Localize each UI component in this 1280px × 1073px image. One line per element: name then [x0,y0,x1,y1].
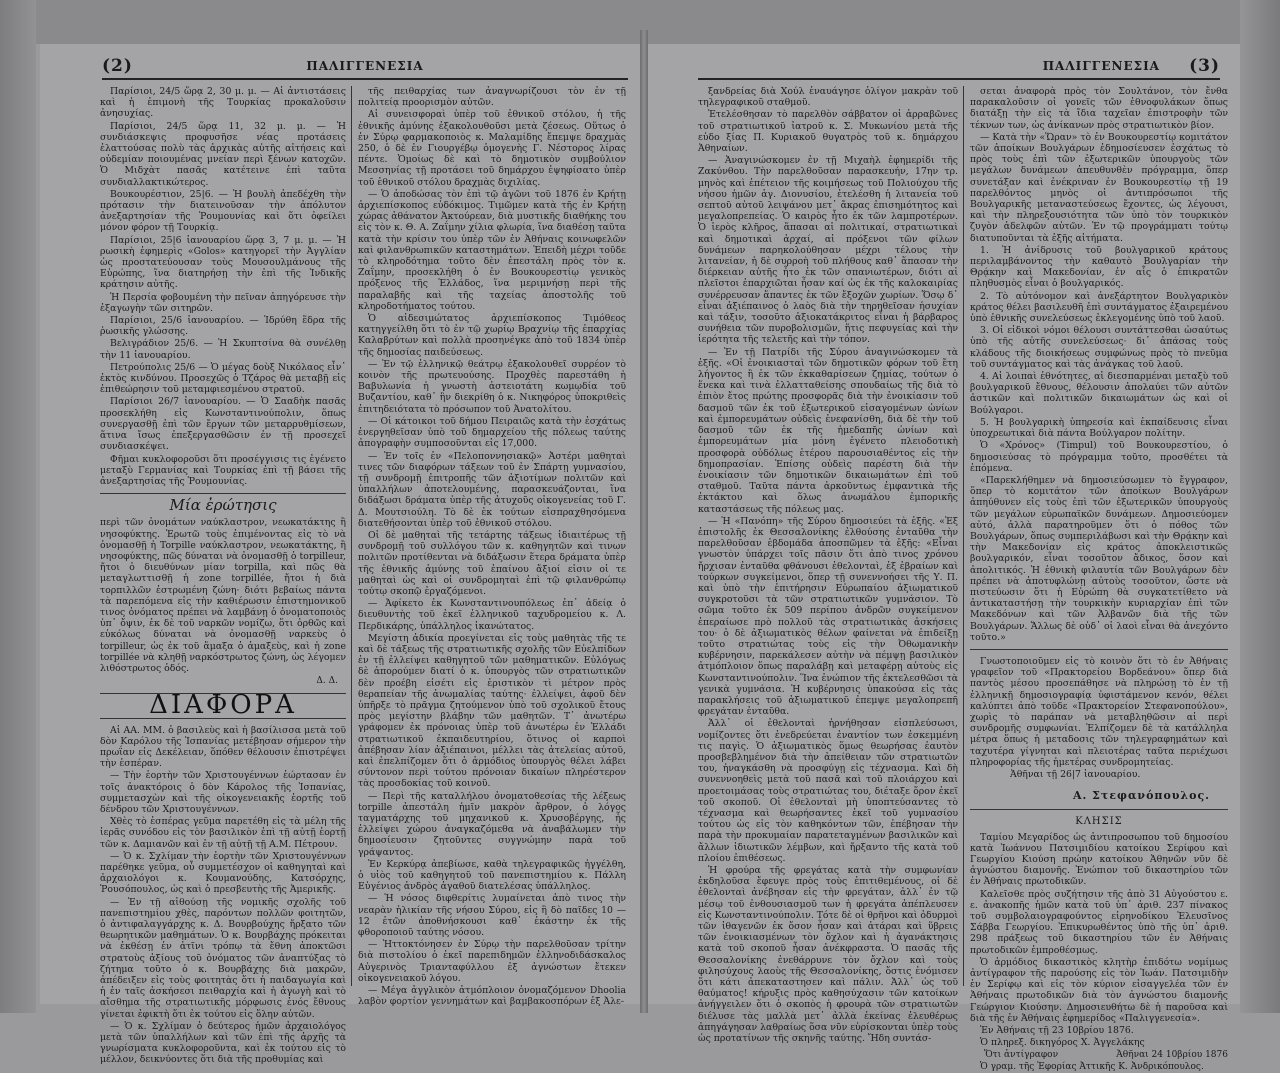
news-paragraph: — Κατὰ τὴν «Ὥραν» τὸ ἐν Βουκουρεστίῳ κομιτάτον τῶν ἀποίκων Βουλγάρων ἐδημοσίευσεν ἐσχάτως τὸ πρὸς τοὺς ἐπὶ τῶν ἐξωτερικῶν ὑπουργοὺς τῶν μεγάλων δυνάμεων ἀπευθυνθὲν πρόγραμμα, ὅπερ συνετάξαν καὶ ἐνέκριναν ἐν Βουκουρεστίῳ τῇ 19 παρελθόντος μηνὸς οἱ ἀντιπρόσωποι τῆς Βουλγαρικῆς μεταναστεύσεως ἔχοντες, ὡς λέγουσι, καὶ τὴν πληρεξουσιότητα τῶν ὑπὸ τὸν τουρκικὸν ζυγὸν ἀδελφῶν αὐτῶν. Ἐν τῷ προγράμματι τούτῳ διατυποῦνται τὰ ἑξῆς αἰτήματα. [970,131,1228,244]
column-rule [351,86,352,986]
news-paragraph: 3. Οἱ εἰδικοὶ νόμοι θέλουσι συντάττεσθαι ὡσαύτως ὑπὸ τῆς αὐτῆς συνελεύσεως· δι᾽ ἀπάσας τοὺς κλάδους τῆς διοικήσεως συμφώνως πρὸς τὸ πνεῦμα τοῦ συντάγματος καὶ τὰς ἀνάγκας τοῦ λαοῦ. [970,325,1228,370]
news-paragraph: — Ὁ ἀποδώσας τὸν ἐπὶ τῷ ἀγῶνι τοῦ 1876 ἐν Κρήτῃ ἀρχιεπίσκοπος εὐδόκιμος. Τιμῶμεν κατὰ τῆς ἐν Κρήτῃ χώρας ἀθάνατον Ἀκτούρεαν, διὰ μυστικῆς διαθήκης του εἰς τὸν κ. Θ. Α. Ζαΐμην χίλια φλωρία, ἵνα διαθέσῃ ταῦτα κατὰ τὴν κρίσιν του ὑπὲρ τῶν ἐν Ἀθήναις κοινωφελῶν καὶ φιλανθρωπικῶν καταστημάτων. Ἐπειδὴ μέχρι τοῦδε τὸ κληροδότημα τοῦτο δὲν ἐπεστάλη πρὸς τὸν κ. Ζαΐμην, προσεκλήθη ὁ ἐν Βουκουρεστίῳ γενικὸς πρόξενος τῆς Ἑλλάδος, ἵνα μεριμνήσῃ περὶ τῆς παραλαβῆς καὶ τῆς ταχείας ἀποστολῆς τοῦ κληροδοτήματος τούτου. [358,188,626,312]
notice-dateline: Ἀθῆναι τῇ 26|7 ἰανουαρίου. [1010,768,1141,780]
divider [100,493,346,494]
section-title-miscellany: ΔΙΑΦΟΡΑ [149,690,297,721]
news-paragraph: — Ἐν τῇ Πατρίδι τῆς Σύρου ἀναγινώσκομεν τὰ ἑξῆς. «Οἱ ἐνοικιασταὶ τῶν δημοτικῶν φόρων τοῦ ἔτη λήγοντος ἢ ἐκ τῶν ἐκκαθαρίσεων ζημίας, τούτων ὁ ἕνεκα καὶ τινὰ ἐλλατταθείσης σπουδαίως τῆς διὰ τὸ ἐπιὸν ἔτος πρώτης προσφορᾶς διὰ τὴν ἐνοικίασιν τοῦ δασμοῦ τῶν ἐκ τοῦ ἐξωτερικοῦ εἰσαγομένων ὠνίων καὶ ἐμπορευμάτων οὐδεὶς ἐνεφανίσθη, διὰ δὲ τὴν τοῦ δασμοῦ τῶν ἐκ τῆς ἡμεδαπῆς ὠνίων καὶ ἐμπορευμάτων μία μόνη ἐγένετο πλειοδοτικὴ προσφορὰ οὐδόλως ἑτέρου παρουσιαθέντος εἰς τὴν δημοπρασίαν. Ἐπίσης οὐδεὶς παρέστη διὰ τὴν ἐνοικίασιν τῶν δημοτικῶν δικαιωμάτων ἐπὶ τοῦ σταθμοῦ. Ταῦτα πάντα ἀρκοῦντως ἐμφαντικὰ τῆς ἐκτάκτου καὶ ὅλως ἀνωμάλου ἐμπορικῆς καταστάσεως τῆς πόλεως μας. [698,346,958,515]
news-paragraph: — Ἐν τῷ ἑλληνικῷ θεάτρῳ ἐξακολουθεῖ συρρέον τὸ κοινὸν τῆς πρωτευούσης. Προχθὲς παρεστάθη ἡ Βαβυλωνία ἡ γνωστὴ ἀστειοτάτη κωμῳδία τοῦ Βυζαντίου, καθ᾽ ἣν διεκρίθη ὁ κ. Νικηφόρος ὑποκριθεὶς ἐπιτηδειότατα τὸ πρόσωπον τοῦ Ἀνατολίτου. [358,358,626,415]
newspaper-page-right [648,44,1240,1072]
news-paragraph: — Ἡ νόσος διφθερίτις λυμαίνεται ἀπὸ τινος τὴν νεαρὰν ἡλικίαν τῆς νήσου Σύρου, εἰς ἣ δὸ παῖδες 10 — 12 ἐτῶν ἀποθνήσκουσι καθ᾽ ἑκάστην ἐκ τῆς φθοροποιοῦ ταύτης νόσου. [358,893,626,939]
news-paragraph: Παρίσιοι, 25|6 ἰανουαρίου ὥρᾳ 3, 7 μ. μ. — Ἡ ρωσικὴ ἐφημερὶς «Golos» κατηγορεῖ τὴν Ἀγγλίαν ὡς προστατεύουσαν τοὺς Μουσουλμάνους τῆς Εὐρώπης, ἵνα διατηρήσῃ τὴν ἐπὶ τῆς Ἰνδικῆς κράτησιν αὐτῆς. [100,234,346,291]
divider [970,649,1228,650]
news-paragraph: — Τὴν ἑορτὴν τῶν Χριστουγέννων ἑώρτασαν ἐν τοῖς ἀνακτόροις ὁ δὸν Κάρολος τῆς Ἰσπανίας, συμμετασχὼν καὶ τῆς οἰκογενειακῆς ἑορτῆς τοῦ δένδρου τῶν Χριστουγέννων. [100,770,346,815]
news-paragraph: Αἱ συνεισφοραὶ ὑπὲρ τοῦ ἐθνικοῦ στόλου, ἡ τῆς ἐθνικῆς ἀμύνης ἐξακολουθοῦσι μετὰ ζέσεως. Οὕτως ὁ ἐν Σύρῳ φαρμακοποιὸς κ. Μαλαμίδης ἔπεμψε δραχμὰς 250, ὁ δὲ ἐν Γιουργέβῳ ὁμογενὴς Γ. Νέστορος λίρας πέντε. Ὁμοίως δὲ καὶ τὸ δημοτικὸν συμβούλιον Μεσσηνίας τῇ προτάσει τοῦ δημάρχου ἐψηφίσατο ὑπὲρ τοῦ ἐθνικοῦ στόλου δραχμὰς διχιλίας. [358,109,626,188]
summons-footer-right: Ἀθῆναι 24 10βρίου 1876 [1116,1050,1228,1061]
news-paragraph: Παρίσιοι, 24/5 ὥρᾳ 11, 32 μ. μ. — Ἡ συνδιάσκεψις προφυσῆσε νέας προτάσεις ἐλαττούσας πολὺ τὰς ἀρχικὰς αὐτῆς αἰτήσεις καὶ οὐδεμίαν ποιουμένας μνείαν περὶ ξένων κατοχῶν. Ὁ Μιδχὰτ πασᾶς κατέτεινε ἐπὶ ταῦτα συνδιαλλακτικώτερος. [100,120,346,188]
summons-paragraph: Ὁ πληρεξ. δικηγόρος Χ. Ἀγγελάκης [980,1037,1145,1049]
news-paragraph: Παρίσιοι, 25/6 ἰανουαρίου. — Ἱδρύθη ἕδρα τῆς ῥωσικῆς γλώσσης. [100,315,346,338]
divider [970,809,1228,810]
news-paragraph: Παρίσιοι, 24/5 ὥρᾳ 2, 30 μ. μ. — Αἱ ἀντιστάσεις καὶ ἡ ἐπιμονὴ τῆς Τουρκίας προκαλοῦσιν ἀνησυχίας. [100,86,346,120]
article-signature: Δ. Δ. [316,676,338,687]
summons-paragraph: Καλεῖσθε πρὸς συζήτησιν τῆς ἀπὸ 31 Αὐγούστου ε. ε. ἀνακοπῆς ἡμῶν κατὰ τοῦ ὑπ᾽ ἀριθ. 237 πίνακος τοῦ συμβολαιογραφούντος εἰρηνοδίκου Ἐλευσῖνος Σάββα Γεωργίου. Ἐπικυρωθέντος ὑπὸ τῆς ὑπ᾽ ἀριθ. 298 πράξεως τοῦ δικαστηρίου τῶν ἐν Ἀθήναις πρωτοδικῶν ἐμπροθέσμως. [970,888,1228,956]
news-paragraph: Ἡ φρούρα τῆς φρεγάτας κατὰ τὴν συμφωνίαν ἐκδηλοῦσα ἔφευγε πρὸς τοὺς ἐπιτιθεμένους, οἱ δὲ ἐθελονταὶ ἀνέβησαν εἰς τὴν φρεγάταν, ἀλλ᾽ ἐν τῷ μέσῳ τοῦ ἐνθουσιασμοῦ των ἡ φρεγάτα ἀπέπλευσεν εἰς Κωνσταντινούπολιν. Τότε δὲ οἱ θρῆνοι καὶ ὀδυρμοὶ τῶν ἰθαγενῶν ἐκ ὅσον ἦσαν καὶ ἀτάραι καὶ ὕβρεις τῶν ἐνοικιασμένων τὸν ὄχλον καὶ ἡ ἀγανάκτησις κατὰ τοῦ σκοποῦ ἦσαν ἀνέκφραστα. Ὁ πασᾶς τῆς Θεσσαλονίκης ἐνεθάρρυνε τὸν ὄχλον καὶ τοὺς φιλησύχους λαοὺς τῆς Θεσσαλονίκης, ὅστις ἐνόμισεν ὅτι κάτι ἀπεκαταστησεν καὶ πάλιν. Ἀλλ᾽ ὡς τοῦ θαύματος! κήρυξις πρὸς καθησύχασιν τῶν κατοίκων ἀνήγγειλεν ὅτι ὁ σκοπὸς ἡ φρουρὰ τῶν στρατιωτῶν διέλυσε τὰς μαλλὰ μετ᾽ ἀλλὰ ἐκείνας ἐλευθέρως ἀπηγάγησαν λαθραίως ὅσα νῦν εὑρίσκονται ὑπὲρ τοὺς ὡς προτατίνων τῆς σκηνῆς ταύτης. Ἤδη συντάσ- [698,865,958,1045]
news-paragraph: Ὁ αἰδεσιμώτατος ἀρχιεπίσκοπος Τιμόθεος κατηγγείλθη ὅτι τὸ ἐν τῷ χωρίῳ Βραχνίῳ τῆς ἐπαρχίας Καλαβρύτων καὶ πολλὰ προσηνέγκε ἀπὸ τοῦ 1834 ὑπὲρ τῆς δημοσίας παιδεύσεως. [358,313,626,358]
news-paragraph: Ἐν Κερκύρᾳ ἀπεβίωσε, καθὰ τηλεγραφικῶς ἠγγέλθη, ὁ υἱὸς τοῦ καθηγητοῦ τοῦ πανεπιστημίου κ. Πάλλη Εὐγένιος ἀνδρὸς ἀγαθοῦ διατελέσας ὑπάλληλος. [358,858,626,893]
news-paragraph: Πετρούπολις 25/6 — Ὁ μέγας δοὺξ Νικόλαος εἶν᾽ ἐκτὸς κινδύνου. Προσεχῶς ὁ Τζάρος θὰ μεταβῇ εἰς ἐπιθεώρησιν τοῦ μεταμφιεσμένου στρατοῦ. [100,361,346,396]
news-paragraph: — Ἀφίκετο ἐκ Κωνσταντινουπόλεως ἐπ᾽ ἀδείᾳ ὁ διευθυντὴς τοῦ ἐκεῖ ἑλληνικοῦ ταχυδρομείου κ. Λ. Περδικάρης, ὑπάλληλος ἱκανώτατος. [358,598,626,632]
column-right-2 [970,86,1228,1072]
news-paragraph: 2. Τὸ αὐτόνομον καὶ ἀνεξάρτητον Βουλγαρικὸν κράτος θέλει βασιλευθῆ ἐπὶ συντάγματος ἐξαιρεμένου ὑπὸ ἐθνικῆς συνελεύσεως ἐκλεγομένης ὑπὸ τοῦ λαοῦ. [970,290,1228,325]
news-paragraph: Χθὲς τὸ ἑσπέρας γεῦμα παρετέθη εἰς τὰ μέλη τῆς ἱερᾶς συνόδου εἰς τὸν βασιλικὸν ἐπὶ τῇ αὐτῇ ἑορτῇ τῶν κ. Δαμιανῶν καὶ ἐν τῇ αὐτῇ τῇ Α.Μ. Πέτρουν. [100,816,346,850]
summons-footer-last: Ὁ γραμ. τῆς Ἐφορίας Ἀττικῆς Κ. Ἀνδρικόπουλος. [980,1061,1204,1072]
summons-paragraph: Ἐν Ἀθήναις τῇ 23 10βρίου 1876. [980,1025,1134,1037]
news-paragraph: — Οἱ κάτοικοι τοῦ δήμου Πειραιῶς κατὰ τὴν ἐσχάτως ἐνεργηθεῖσαν ὑπὸ τοῦ δημαρχείου τῆς πόλεως ταύτης ἀπογραφὴν συμποσοῦνται εἰς 17,000. [358,415,626,450]
summons-footer [970,1050,1228,1061]
page-gutter [640,30,648,1013]
news-paragraph: — Περὶ τῆς καταλλήλου ὀνοματοθεσίας τῆς λέξεως torpille ἀπεστάλη ἡμῖν μακρὸν ἄρθρον, ὁ λόγος ταγματάρχης τοῦ μηχανικοῦ κ. Χρυσοβέργης, ἧς ἐλλείψει χώρου ἀναγκαζόμεθα νὰ ἀναβάλωμεν τὴν δημοσίευσιν ζητοῦντες συγγνώμην παρὰ τοῦ γράψαντος. [358,790,626,858]
page-number: (2) [102,56,133,76]
news-paragraph: Παρίσιοι 26/7 ἰανουαρίου. — Ὁ Σααδὴκ πασᾶς προσεκλήθη εἰς Κωνσταντινούπολιν, ὅπως συνεργασθῇ ἐπὶ τῶν ἔργων τῶν μεταρρυθμίσεων, ἅτινα ἴσως ἐπεξεργασθῶσιν ἐν τῇ προσεχεῖ συνδιασκέψει. [100,396,346,453]
news-paragraph: — Ὁ κ. Σχλίμαν ὁ δεύτερος ἡμῶν ἀρχαιολόγος μετὰ τῶν ὑπαλλήλων καὶ τῶν ἐπὶ τῆς ἀρχῆς τὰ γνωρίσματα κυκλοφοροῦντα, καὶ ἐκ τούτου εἰς τὸ μέλλον, δεικνύοντες ὅτι διὰ τῆς προθυμίας καὶ [100,1020,346,1066]
news-paragraph: — Ἠττοκτόνησεν ἐν Σύρῳ τὴν παρελθοῦσαν τρίτην διὰ πιστολίου ὁ ἐκεῖ παρεπιδημῶν ἑλληνοδιδάσκαλος Αὐγερινὸς Τριανταφύλλου ἐξ ἀγνώστων ἔτεκεν οἰκογενειακοῦ λόγου. [358,939,626,984]
news-paragraph: 5. Ἡ βουλγαρικὴ ὑπηρεσία καὶ ἐκπαίδευσις εἶναι ὑποχρεωτικαὶ διὰ πάντα Βούλγαρον πολίτην. [970,416,1228,440]
news-paragraph: Ἀλλ᾽ οἱ ἐθελονταὶ ἠρνήθησαν εἰσπλεύσωσι, νομίζοντες ὅτι ἐνεδρεύεται ἐναντίον των ἐσκεμμένη τις παγὶς. Ὁ ἀξιωματικὸς ὅμως θεωρήσας ἑαυτὸν προσβεβλημένον διὰ τὴν ἀπείθειαν τῶν στρατιωτῶν του, ἠναγκάσθη νὰ προσφύγῃ εἰς τέχνασμα. Καὶ δὴ συνεννοηθεὶς μετὰ τοῦ πασᾶ καὶ τοῦ πλοιάρχου καὶ προετοιμάσας τοὺς στρατιώτας του, διέταξε ὅρον ἐκεῖ τοῦ σκοποῦ. Οἱ ἐθελονταὶ μὴ ὑποπτεύσαντες τὸ τέχνασμα καὶ θεωρήσαντες ἐκεῖ τοῦ γυμνασίου τούτου ὡς εἰς τὸν καθηκόντων τῶν, ἐπέβησαν τὴν παρὰ τὴν προκυμαίαν παρατεταγμένων βασιλικῶν καὶ ἄλλων ἰδιωτικῶν λέμβων, καὶ ἤρξαντο τῆς κατὰ τοῦ πλοίου ἐπιθέσεως. [698,718,958,864]
news-paragraph: Βελιγράδιον 25/6. — Ἡ Σκυπτσίνα θὰ συνέλθῃ τὴν 11 ἰανουαρίου. [100,338,346,361]
column-left-2 [358,86,626,1008]
news-paragraph: — Ὁ κ. Σχλίμαν τὴν ἑορτὴν τῶν Χριστουγέννων παρέθηκε γεῦμα, οὗ συμμετέσχον οἱ καθηγηταὶ καὶ ἀρχαιολόγοι κ. Κουμανούδης, Κατσόρχης, Ῥουσόπουλος, ὡς καὶ ὁ πρεσβευτὴς τῆς Ἀμερικῆς. [100,850,346,896]
column-rule [963,86,964,986]
notice-text: Γνωστοποιοῦμεν εἰς τὸ κοινὸν ὅτι τὸ ἐν Ἀθήναις γραφεῖον τοῦ «Πρακτορείου Βορδεάνου» ὅπερ διὰ παντὸς μέσου προσεπάθησε νὰ πληρώσῃ τὸ ἐν τῇ ἑλληνικῇ δημοσιογραφίᾳ ὑφιστάμενον κενόν, θέλει καλύπτει ἀπὸ τοῦδε «Πρακτορείον Στεφανοπούλου», χωρὶς τὸ παράπαν νὰ μεταβληθῶσιν αἱ περὶ συνδρομῆς συμφωνίαι. Ἐλπίζομεν δὲ τὰ κατάλληλα μέτρα ὅπως ἡ μεταδοσις τῶν τηλεγραφημάτων καὶ ταχυτέρα γίγνηται καὶ πλειοτέρας ταῦτα περιέχωσι πληροφορίας τῆς ἡμετέρας συνδρομητείας. [970,655,1228,768]
news-paragraph: ξανδρείας διὰ Χούλ ἐναυάγησε ὀλίγον μακρὰν τοῦ τηλεγραφικοῦ σταθμοῦ. [698,86,958,109]
telegram-news-block [100,86,346,487]
news-paragraph: 1. Ἡ ἀνίδρυσις τοῦ βουλγαρικοῦ κράτους περιλαμβάνοντος τὴν καθαυτὸ Βουλγαρίαν τὴν Θρᾴκην καὶ Μακεδονίαν, ἐν αἷς ὁ ἐπικρατῶν πληθυσμὸς εἶναι ὁ βουλγαρικός. [970,244,1228,290]
news-paragraph: Μεγίστη ἀδικία προεγίνεται εἰς τοὺς μαθητὰς τῆς τε καὶ δὲ τάξεως τῆς στρατιωτικῆς σχολῆς τῶν Εὐελπίδων ἐν τῇ ἐλλείψει καθηγητοῦ τῶν μαθηματικῶν. Εὐλόγως δὲ ἀπορούμεν διατί ὁ κ. ὑπουργὸς τῶν στρατιωτικῶν δὲν προέβη εἰσέτι εἰς ἐριστικὸν τὶ μέτρον πρὸς θεραπείαν τῆς ἀνωμαλίας ταύτης· ἐλλείψει, ἀφοῦ δὲν ὑπῆρξε τὸ πρᾶγμα ζητούμενον ὑπὸ τοῦ σχολικοῦ ἔτους πρὸς μεγίστην βλάβην τῶν μαθητῶν. Τ᾽ ἀνωτέρω γράφομεν ἐκ πρόνοιας ὑπὲρ τοῦ ἀνωτέρω ἐν Ἑλλάδι στρατιωτικοῦ ἐκπαιδευτηρίου, ὅτινος οἱ καρποὶ ἀπέβησαν λίαν ἀξιέπαινοι, μέλλει τὰς ἀτελείας αὐτοῦ, καὶ ἐπελπίζομεν ὅτι ὁ ἀρμόδιος ὑπουργὸς θέλει λάβει σύντονον περὶ τούτου πρόνοιαν δικαίων πληρέστερον τὰς προσδοκίας τοῦ κοινοῦ. [358,632,626,790]
news-items-block [358,86,626,1007]
miscellany-block [100,725,346,1066]
news-paragraph: σεται ἀναφορὰ πρὸς τὸν Σουλτάνον, τὸν ἔνθα παρακαλοῦσιν οἱ γονεῖς τῶν ἐθνοφυλάκων ὅπως διατάξῃ τὴν εἰς τὰ ἴδια ταχεῖαν ἐπιστροφὴν τῶν τέκνων των, ὡς ἀνίκανων πρὸς στρατιωτικὸν βίον. [970,86,1228,131]
newspaper-page-left [40,44,640,1066]
news-paragraph: — Μέγα ἀγγλικὸν ἀτμόπλοιον ὀνομαζόμενον Dhoolia λαβὸν φορτίον γεννημάτων καὶ βαμβακοσπόρων ἐξ Ἀλε- [358,985,626,1008]
scan-background-right [1240,0,1280,1013]
news-paragraph: Ἐτελέσθησαν τὸ παρελθὸν σάββατον οἱ ἀρραβῶνες τοῦ στρατιωτικοῦ ἰατροῦ κ. Σ. Μυκωνίου μετὰ τῆς εὐδο ξίας Π. Κυριακοῦ θυγατρὸς τοῦ κ. δημάρχου Ἀθηναίων. [698,109,958,155]
news-paragraph: Ἡ Περσία φοβουμένη τὴν πεῖναν ἀπηγόρευσε τὴν ἐξαγωγὴν τῶν σιτηρῶν. [100,291,346,314]
news-paragraph: 4. Αἱ λοιπαὶ ἐθνότητες, αἱ διεσπαρμέναι μεταξὺ τοῦ βουλγαρικοῦ ἔθνους, θέλουσιν ἀπολαύει τῶν αὐτῶν ἀστικῶν καὶ πολιτικῶν δικαιωμάτων ὡς καὶ οἱ Βούλγαροι. [970,371,1228,416]
section-title-summons: ΚΛΗΣΙΣ [1075,816,1123,828]
news-paragraph: Οἱ δὲ μαθηταὶ τῆς τετάρτης τάξεως ἰδιαιτέρως τῇ συνδρομῇ τοῦ συλλόγου τῶν κ. καθηγητῶν καὶ τινων πολιτῶν προτίθενται νὰ διδάξωσιν ἕτερα δράματα ὑπὲρ τῆς ἐθνικῆς ἀμύνης τοῦ ἐπαίνου ἄξιοί εἰσιν οἱ τε μαθηταὶ ὡς καὶ οἱ συνδρομηταὶ ἐπὶ τῷ φιλανθρώπῳ τούτῳ σκοπῷ ἐργαζόμενοι. [358,529,626,597]
section-title-question: Μία ἐρώτησις [169,496,277,515]
news-paragraph: — Ἐν τῇ αἰθούσῃ τῆς νομικῆς σχολῆς τοῦ πανεπιστημίου χθὲς, παρόντων πολλῶν φοιτητῶν, ὁ ἀντιφαλαγγάρχης κ. Δ. Βουρβούχης ἤρξατο τῶν θεωρητικῶν μαθημάτων. Ὁ κ. Βουρβάχης πρόκειται νὰ ἐκθέσῃ ἐν ἀτῖνι τρόπῳ τὰ ἔθνη ἀποκτῶσι στρατοὺς ἀξίους τοῦ ὀνόματος τῶν ἀναπτύξας τὸ ζήτημα τοῦτο ὁ κ. Βουρβάχης διὰ μακρῶν, ἀπέδειξεν εἰς τοὺς φοιτητὰς ὅτι ἡ παιδαγωγία καὶ ἡ ἐν ταῖς ἀσκήσεσι πειθαρχία καὶ ἡ ἀγωγὴ καὶ τὸ αἴσθημα τῆς στρατιωτικῆς μόρφωσις ἐνός ἔθνους γίνεται ἐφικτὴ ὅτι ἐκ τούτου εἰς ὅλην αὐτῶν. [100,896,346,1020]
column-left-1 [100,86,346,1066]
news-paragraph: — Ἡ «Πανόπη» τῆς Σύρου δημοσιεύει τὰ ἑξῆς. «Ἐξ ἐπιστολῆς ἐκ Θεσσαλονίκης ἐλθούσης ἐνταῦθα τὴν παρελθοῦσαν ἑβδομάδα ἀποσπῶμεν τὰ ἑξῆς: «Εἶναι γνωστὸν ὑπάρχει τοῖς πᾶσιν ὅτι ἀπὸ τινος χρόνου ἤρχισαν ἐνταῦθα φθάνουσι ἐθελονταὶ, ἐξ ἑβραίων καὶ τούρκων συγκείμενοι, ὅπερ τῇ συνεννοήσει τῆς Υ. Π. καὶ ὑπὸ τὴν ἐπιτήρησιν Εὐρωπαίου ἀξιωματικοῦ συγκροτοῦσι τὰ τῶν στρατιωτικῶν γυμνάσιον. Τὸ σῶμα τοῦτο ἐκ 509 περίπου ἀνδρῶν συγκείμενον ἐπεραίωσε πρὸ πολλοῦ τὰς στρατιωτικὰς ἀσκήσεις του· ὁ δὲ ἀξιωματικὸς θέλων φαίνεται νὰ ἐπιδείξῃ τοῦτο στρατιώτας τοὺς εἰς τὴν Ὀθωμανικὴν κυβέρνησιν, παρεκάλεσεν αὐτὴν νὰ πέμψῃ βασιλικὸν ἀτμόπλοιον ὅπως παραλάβῃ καὶ μεταφέρῃ αὐτοὺς εἰς Κωνσταντινούπολιν. Ἵνα ἐνώπιον τῆς ἐκτελεσθῶσι τὰ γενικὰ γυμνάσια. Ἡ κυβέρνησις ὑπακούσα εἰς τὰς παρακλήσεις τοῦ ἀξιωματικοῦ ἐπεμψε μεγαλοπρεπῆ φρεγάταν ἐνταῦθα. [698,515,958,718]
news-paragraph: Αἱ ΑΑ. ΜΜ. ὁ βασιλεὺς καὶ ἡ βασίλισσα μετὰ τοῦ δὸν Καρόλου τῆς Ἰσπανίας μετέβησαν σήμερον τὴν πρωΐαν εἰς Δεκέλειαν, ὅπόθεν θέλουσιν ἐπιστρέψει τὴν ἑσπέραν. [100,724,346,770]
question-article-text: περὶ τῶν ὀνομάτων ναύκλαστρον, νεωκατάκτης ἢ νησοφύκτης. Ἐρωτῶ τοὺς ἐπιμένοντας εἰς τὸ νὰ ὀνομασθῇ ἡ Torpille ναύκλαστρον, νεωκατάκτης, ἢ νησοφύκτης, πῶς δύναται νὰ ὀνομασθῇ ὁ torpilleur, ἤτοι ὁ διευθύνων μίαν torpilla, καὶ πῶς θὰ μεταγλωττισθῇ ἡ zone torpillée, ἤτοι ἡ διὰ τορπιλλῶν ἐστρωμένη ζώνη· διότι βεβαίως πάντα τὰ παρεπόμενα εἰς τὴν καθιέρωσιν ἐπιστημονικοῦ τινος ὀνόματος πρέπει νὰ λαμβάνῃ ὁ ὀνοματοποιὸς ὑπ᾽ ὄψιν, ἐκ δὲ τοῦ ναρκῶν νομίζω, ὅτι ὀρθῶς καὶ εὐκόλως δύναται νὰ ὀνομασθῇ ναρκεὺς ὁ torpilleur, ὡς ἐκ τοῦ ἅμαξα ὁ ἁμαξεὺς, καὶ ἡ zone torpillée νὰ κληθῇ ναρκόστρωτος ζώνη, ὡς λέγομεν λιθόστρωτος ὁδός. [100,517,346,674]
page-header-right [698,56,1220,80]
summons-block [970,832,1228,1049]
news-items-block [698,86,958,1044]
news-paragraph: Ὁ «Χρόνος» (Timpul) τοῦ Βουκουρεστίου, ὁ δημοσιεύσας τὸ πρόγραμμα τοῦτο, προσθέτει τὰ ἑπόμενα. [970,440,1228,474]
news-paragraph: «Παρεκλήθημεν νὰ δημοσιεύσωμεν τὸ ἔγγραφον, ὅπερ τὸ κομιτάτον τῶν ἀποίκων Βουλγάρων ἀπηύθυνεν εἰς τοὺς ἐπὶ τῶν ἐξωτερικῶν ὑπουργοὺς τῶν μεγάλων εὐρωπαϊκῶν δυνάμεων. Δημοσιεύομεν αὐτό, ἀλλὰ παρατηροῦμεν ὅτι ὁ πόθος τῶν Βουλγάρων, ὅπως συμπεριλάβωσι καὶ τὴν Θρᾴκην καὶ τὴν Μακεδονίαν εἰς κράτος ἀποκλειστικῶς βουλγαρικόν, εἶναι τοσοῦτον ἄδικος, ὅσον καὶ ἀπολιτικός. Ἡ ἑθνικὴ φιλαυτία τῶν Βουλγάρων δὲν πρέπει νὰ ἀποτυφλώνῃ αὐτοὺς τοσοῦτον, ὥστε νὰ πιστεύωσιν ὅτι ἡ Εὐρώπη θὰ συγκατετίθετο νὰ ἀντικαταστήσῃ τὴν τουρκικὴν κυριαρχίαν ἐπὶ τῶν Μακεδόνων καὶ τῶν Ἀλβανῶν διὰ τῆς τῶν Βουλγάρων. Ἄλλως δὲ οὐδ᾽ οἱ λαοὶ εἶναι θὰ ἀνεχόντο τοῦτο.» [970,474,1228,643]
page-number: (3) [1189,56,1220,76]
page-header-left [102,56,628,80]
scan-background-left [0,0,36,1013]
news-paragraph: — Ἀναγινώσκομεν ἐν τῇ Μιχαὴλ ἐφημερίδι τῆς Ζακύνθου. Τὴν παρελθοῦσαν παρασκευήν, 17ην τρ. μηνὸς καὶ ἐπέτειον τῆς κοιμήσεως τοῦ Πολιούχου τῆς νήσου ἡμῶν ἁγ. Διονυσίου, ἐτελέσθη ἡ λιτανεία τοῦ σεπτοῦ αὐτοῦ λειψάνου μετ᾽ ἄκρας ἐπισημότητος καὶ μεγαλοπρεπείας. Ὁ καιρὸς ἦτο ἐκ τῶν λαμπροτέρων. Ὁ ἱερὸς κλῆρος, ἅπασαι αἱ πολιτικαί, στρατιωτικαὶ καὶ δημοτικαὶ ἀρχαί, αἱ πρόξενοι τῶν φίλων δυνάμεων παρηκολούθησαν μέχρι τέλους τὴν λιτανείαν, ἡ δὲ συρροὴ τοῦ πλήθους καθ᾽ ἅπασαν τὴν διέρκειαν αὐτῆς ἦτο ἐκ τῶν σπανιωτέρων, διότι αἱ πλεῖστοι ἐπαρχιῶται ἦσαν καί ὡς ἐκ τῆς καλοκαιρίας συνέρρευσαν ἅπαντες ἐκ τῶν ἔξοχῶν χωρίων. Ὅσῳ δ᾽ εἶναι ἀξιέπαινος ὁ λαὸς διὰ τὴν τηρηθεῖσαν ἡσυχίαν καὶ τάξιν, τοσοῦτο ἀξιοκατάκριτος εἶναι ἡ βάρβαρος συνήθεια τῶν πυροβολισμῶν, ἥτις πεφυγείας καὶ τὴν ἱερότητα τῆς τελετῆς καὶ τὴν τόπον. [698,155,958,346]
news-paragraph: Φῆμαι κυκλοφοροῦσι ὅτι προσέγγισις τις ἐγένετο μεταξὺ Γερμανίας καὶ Τουρκίας ἐπὶ τῇ βάσει τῆς ἀνεξαρτησίας τῆς Ῥουμουνίας. [100,453,346,487]
news-items-block [970,86,1228,643]
news-paragraph: τῆς πειθαρχίας των ἀναγνωρίζουσι τὸν ἐν τῇ πολιτείᾳ προορισμὸν αὐτῶν. [358,86,626,109]
news-paragraph: — Ἐν τοῖς ἐν «Πελοποννησιακῷ» Ἀστέρι μαθηταὶ τινες τῶν διαφόρων τάξεων τοῦ ἐν Σπάρτῃ γυμνασίου, τῇ συνδρομῇ ἐπιτροπῆς τῶν ἀξιοτίμων πολιτῶν καὶ ὑπαλλήλων ἀποτελουμένης, παρασκευάζονται, ἵνα διδάξωσι δράματα ὑπὲρ τῆς ἀτυχοῦς οἰκογενείας τοῦ Γ. Δ. Μουτσιούλη. Τὸ δὲ ἐκ τούτων εἰσπραχθησόμενα διατεθήσονται ὑπὲρ τοῦ ἐθνικοῦ στόλου. [358,450,626,529]
summons-paragraph: Ταμίου Μεγαρίδος ὡς ἀντιπροσωπου τοῦ δημοσίου κατὰ Ἰωάννου Πατσιμιδίου κατοίκου Σερίφου καὶ Γεωργίου Κιούση πρώην κατοίκου Ἀθηνῶν νῦν δὲ ἀγνώστου διαμονῆς. Ἐνώπιον τοῦ δικαστηρίου τῶν ἐν Ἀθήναις πρωτοδικῶν. [970,831,1228,888]
news-paragraph: Βουκουρέστιον, 25|6. — Ἡ βουλὴ ἀπεδέχθη τὴν πρότασιν τὴν διατεινοῦσαν τὴν ἀπόλυτον ἀνεξαρτησίαν τῆς Ῥουμουνίας καὶ ὅτι ὀφείλει μόνον φόρον τῇ Τουρκίᾳ. [100,188,346,234]
masthead-title: ΠΑΛΙΓΓΕΝΕΣΙΑ [306,59,424,73]
summons-paragraph: Ὁ ἀρμόδιος δικαστικὸς κλητὴρ ἐπιδότω νομίμως ἀντίγραφον τῆς παρούσης εἰς τὸν Ἰωάν. Πατσιμιδὴν ἐν Σερίφῳ καὶ εἰς τὸν κύριον εἰσαγγελέα τῶν ἐν Ἀθήναις πρωτοδικῶν διὰ τὸν ἀγνώστου διαμονῆς Γεώργιον Κιούσην. Δημοσιευθήτω δὲ ἡ παροῦσα καὶ διὰ τῆς ἐν Ἀθήναις ἐφημερίδος «Παλιγγενεσία». [970,956,1228,1024]
notice-signature: Α. Στεφανόπουλος. [1072,789,1210,803]
masthead-title: ΠΑΛΙΓΓΕΝΕΣΙΑ [1042,59,1160,73]
column-right-1 [698,86,958,1045]
summons-footer-left: Ὅτι ἀντίγραφον [984,1050,1059,1061]
